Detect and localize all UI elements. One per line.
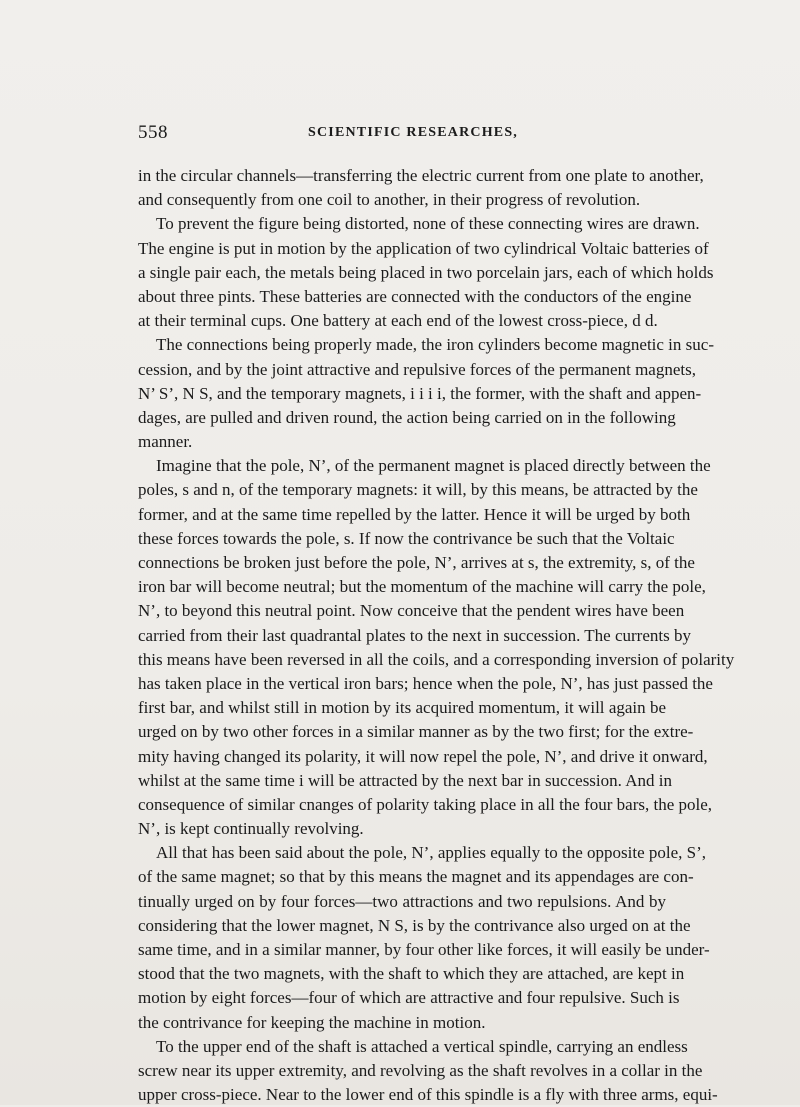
text-line: N’ S’, N S, and the temporary magnets, i i i i, the former, with the shaft and appen- xyxy=(138,383,702,403)
text-line: in the circular channels—transferring the electric current from one plate to another, xyxy=(138,166,704,185)
text-line: about three pints. These batteries are connected with the conductors of the engine xyxy=(138,286,692,306)
text-line: To the upper end of the shaft is attached a vertical spindle, carrying an endless xyxy=(156,1036,688,1056)
text-line: connections be broken just before the pole, N’, arrives at s, the extremity, s, of the xyxy=(138,553,695,572)
text-line: upper cross-piece. Near to the lower end of this spindle is a fly with three arms, equi- xyxy=(138,1085,718,1105)
text-line: whilst at the same time i will be attracted by the next bar in succession. And in xyxy=(138,770,672,790)
text-line: mity having changed its polarity, it will now repel the pole, N’, and drive it onward, xyxy=(138,746,708,766)
text-line: former, and at the same time repelled by the latter. Hence it will be urged by both xyxy=(138,504,691,524)
text-line: cession, and by the joint attractive and repulsive forces of the permanent magnets, xyxy=(138,359,696,379)
text-line: N’, is kept continually revolving. xyxy=(138,819,364,839)
text-line: this means have been reversed in all the coils, and a corresponding inversion of polarity xyxy=(138,649,735,669)
text-line: To prevent the figure being distorted, none of these connecting wires are drawn. xyxy=(156,214,700,234)
text-line: motion by eight forces—four of which are attractive and four repulsive. Such is xyxy=(138,988,680,1008)
text-line: iron bar will become neutral; but the momentum of the machine will carry the pole, xyxy=(138,577,706,597)
text-line: manner. xyxy=(138,432,193,452)
page-number: 558 xyxy=(138,122,168,143)
text-line: N’, to beyond this neutral point. Now conceive that the pendent wires have been xyxy=(138,601,685,621)
text-line: urged on by two other forces in a similar manner as by the two first; for the extre- xyxy=(138,722,694,742)
text-line: a single pair each, the metals being placed in two porcelain jars, each of which holds xyxy=(138,262,714,282)
text-line: All that has been said about the pole, N’, applies equally to the opposite pole, S’, xyxy=(156,843,707,863)
text-line: of the same magnet; so that by this means the magnet and its appendages are con- xyxy=(138,867,694,887)
body-text xyxy=(138,164,735,1107)
running-title: SCIENTIFIC RESEARCHES, xyxy=(308,125,519,140)
page-header xyxy=(138,122,666,146)
text-line: Imagine that the pole, N’, of the permanent magnet is placed directly between the xyxy=(156,456,711,476)
text-line: poles, s and n, of the temporary magnets: it will, by this means, be attracted by the xyxy=(138,480,698,500)
text-line: these forces towards the pole, s. If now the contrivance be such that the Voltaic xyxy=(138,528,675,548)
text-line: carried from their last quadrantal plates to the next in succession. The currents by xyxy=(138,625,691,645)
text-line: screw near its upper extremity, and revolving as the shaft revolves in a collar in the xyxy=(138,1060,703,1080)
text-line: dages, are pulled and driven round, the action being carried on in the following xyxy=(138,407,676,427)
text-line: consequence of similar cnanges of polarity taking place in all the four bars, the pole, xyxy=(138,794,713,814)
text-line: the contrivance for keeping the machine in motion. xyxy=(138,1012,486,1032)
text-line: has taken place in the vertical iron bars; hence when the pole, N’, has just passed the xyxy=(138,673,713,693)
text-line: first bar, and whilst still in motion by its acquired momentum, it will again be xyxy=(138,698,666,718)
text-line: at their terminal cups. One battery at each end of the lowest cross-piece, d d. xyxy=(138,311,658,331)
text-line: stood that the two magnets, with the shaft to which they are attached, are kept in xyxy=(138,964,685,984)
text-line: tinually urged on by four forces—two attractions and two repulsions. And by xyxy=(138,891,666,911)
text-line: same time, and in a similar manner, by four other like forces, it will easily be under- xyxy=(138,940,710,959)
text-line: considering that the lower magnet, N S, is by the contrivance also urged on at the xyxy=(138,915,691,935)
text-line: The engine is put in motion by the application of two cylindrical Voltaic batteries of xyxy=(138,238,709,258)
text-line: The connections being properly made, the iron cylinders become magnetic in suc- xyxy=(156,335,714,355)
text-line: and consequently from one coil to another, in their progress of revolution. xyxy=(138,190,641,210)
